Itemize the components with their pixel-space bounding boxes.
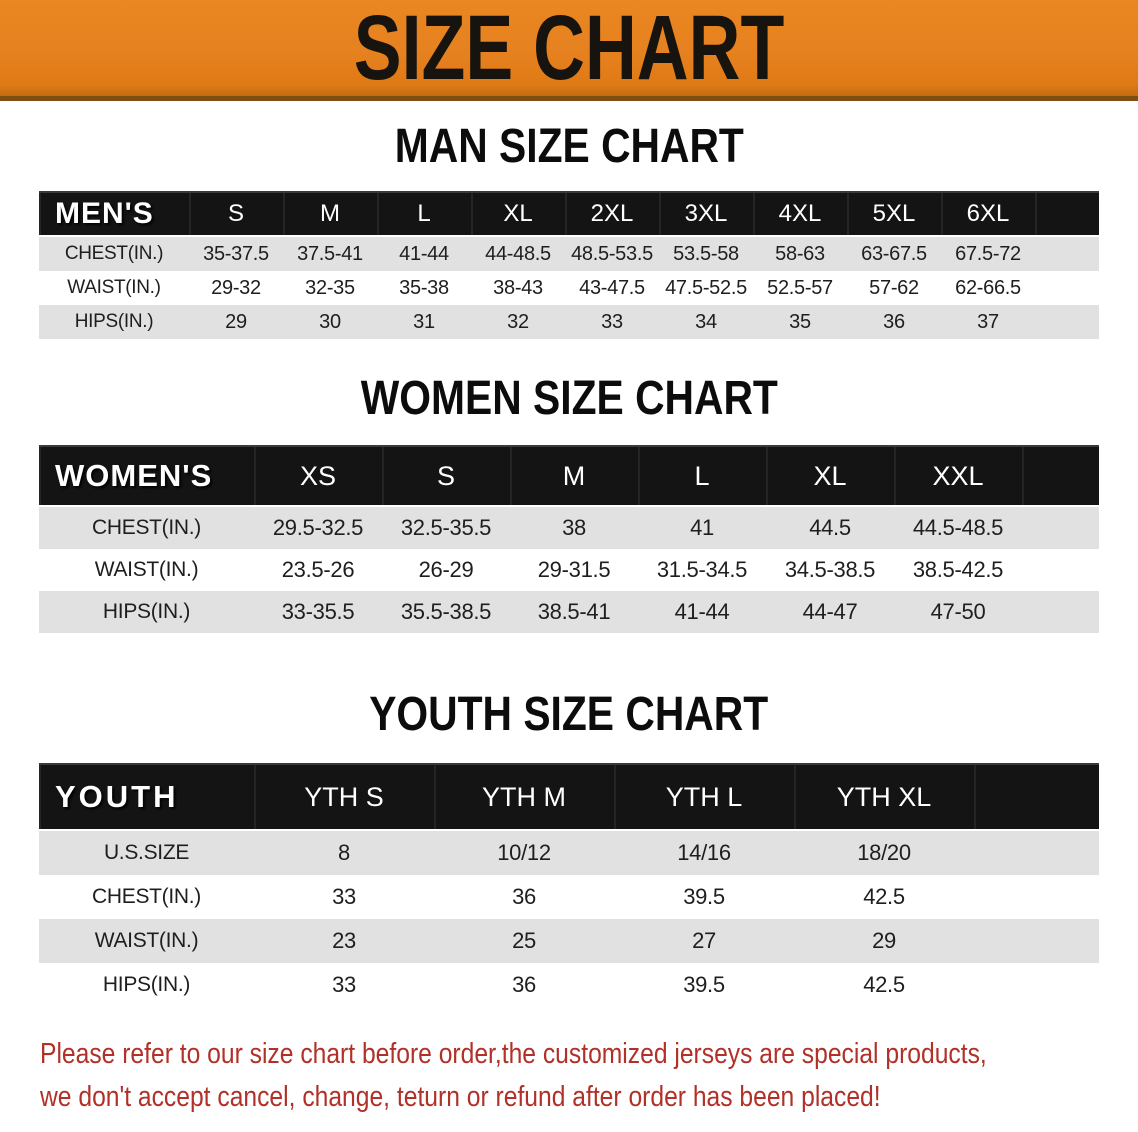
header-filler bbox=[974, 763, 1099, 831]
row-filler bbox=[974, 875, 1099, 919]
measurement-row bbox=[39, 271, 1099, 305]
size-value-cell: 67.5-72 bbox=[941, 237, 1035, 271]
size-value-cell: 32.5-35.5 bbox=[382, 507, 510, 549]
size-value-cell: 38-43 bbox=[471, 271, 565, 305]
size-value-cell: 29 bbox=[794, 919, 974, 963]
row-filler bbox=[974, 831, 1099, 875]
measurement-row-label: CHEST(IN.) bbox=[39, 237, 189, 271]
measurement-row-label: WAIST(IN.) bbox=[39, 271, 189, 305]
size-value-cell: 31 bbox=[377, 305, 471, 339]
size-column-header: 3XL bbox=[659, 191, 753, 237]
size-value-cell: 30 bbox=[283, 305, 377, 339]
size-value-cell: 33 bbox=[254, 963, 434, 1007]
women-size-section bbox=[0, 372, 1138, 633]
size-value-cell: 41-44 bbox=[638, 591, 766, 633]
size-value-cell: 33-35.5 bbox=[254, 591, 382, 633]
size-value-cell: 42.5 bbox=[794, 875, 974, 919]
size-value-cell: 32 bbox=[471, 305, 565, 339]
table-corner-label: MEN'S bbox=[39, 191, 189, 237]
size-value-cell: 36 bbox=[847, 305, 941, 339]
size-value-cell: 52.5-57 bbox=[753, 271, 847, 305]
row-filler bbox=[1022, 591, 1099, 633]
size-value-cell: 38 bbox=[510, 507, 638, 549]
size-value-cell: 29 bbox=[189, 305, 283, 339]
size-value-cell: 38.5-41 bbox=[510, 591, 638, 633]
size-column-header: 2XL bbox=[565, 191, 659, 237]
men-section-heading: MAN SIZE CHART bbox=[394, 120, 744, 173]
size-value-cell: 37 bbox=[941, 305, 1035, 339]
page-title: SIZE CHART bbox=[353, 0, 785, 99]
size-header-row bbox=[39, 191, 1099, 237]
size-column-header: S bbox=[189, 191, 283, 237]
measurement-row bbox=[39, 831, 1099, 875]
size-value-cell: 57-62 bbox=[847, 271, 941, 305]
youth-size-section bbox=[0, 688, 1138, 1007]
size-value-cell: 47.5-52.5 bbox=[659, 271, 753, 305]
size-value-cell: 31.5-34.5 bbox=[638, 549, 766, 591]
size-value-cell: 36 bbox=[434, 875, 614, 919]
measurement-row bbox=[39, 507, 1099, 549]
size-column-header: 5XL bbox=[847, 191, 941, 237]
size-value-cell: 29-31.5 bbox=[510, 549, 638, 591]
size-value-cell: 39.5 bbox=[614, 875, 794, 919]
size-value-cell: 38.5-42.5 bbox=[894, 549, 1022, 591]
header-filler bbox=[1035, 191, 1099, 237]
men-size-section bbox=[0, 120, 1138, 339]
size-charts bbox=[0, 120, 1138, 1007]
size-value-cell: 25 bbox=[434, 919, 614, 963]
size-column-header: L bbox=[377, 191, 471, 237]
size-value-cell: 39.5 bbox=[614, 963, 794, 1007]
size-value-cell: 26-29 bbox=[382, 549, 510, 591]
size-value-cell: 35-37.5 bbox=[189, 237, 283, 271]
size-column-header: YTH M bbox=[434, 763, 614, 831]
size-value-cell: 23 bbox=[254, 919, 434, 963]
measurement-row bbox=[39, 549, 1099, 591]
size-value-cell: 63-67.5 bbox=[847, 237, 941, 271]
size-column-header: XL bbox=[766, 445, 894, 507]
size-value-cell: 27 bbox=[614, 919, 794, 963]
measurement-row bbox=[39, 237, 1099, 271]
measurement-row-label: WAIST(IN.) bbox=[39, 919, 254, 963]
disclaimer bbox=[40, 1033, 1138, 1119]
size-header-row bbox=[39, 445, 1099, 507]
size-column-header: YTH XL bbox=[794, 763, 974, 831]
size-value-cell: 29-32 bbox=[189, 271, 283, 305]
row-filler bbox=[974, 963, 1099, 1007]
size-value-cell: 34.5-38.5 bbox=[766, 549, 894, 591]
size-value-cell: 58-63 bbox=[753, 237, 847, 271]
size-value-cell: 37.5-41 bbox=[283, 237, 377, 271]
measurement-row-label: WAIST(IN.) bbox=[39, 549, 254, 591]
measurement-row-label: U.S.SIZE bbox=[39, 831, 254, 875]
row-filler bbox=[1035, 305, 1099, 339]
size-value-cell: 29.5-32.5 bbox=[254, 507, 382, 549]
size-value-cell: 47-50 bbox=[894, 591, 1022, 633]
measurement-row-label: HIPS(IN.) bbox=[39, 963, 254, 1007]
youth-section-heading: YOUTH SIZE CHART bbox=[369, 688, 769, 741]
size-column-header: 4XL bbox=[753, 191, 847, 237]
size-value-cell: 44-48.5 bbox=[471, 237, 565, 271]
size-column-header: XS bbox=[254, 445, 382, 507]
size-column-header: XXL bbox=[894, 445, 1022, 507]
size-column-header: XL bbox=[471, 191, 565, 237]
size-column-header: M bbox=[510, 445, 638, 507]
size-column-header: 6XL bbox=[941, 191, 1035, 237]
size-value-cell: 18/20 bbox=[794, 831, 974, 875]
measurement-row bbox=[39, 305, 1099, 339]
size-value-cell: 8 bbox=[254, 831, 434, 875]
size-value-cell: 44-47 bbox=[766, 591, 894, 633]
measurement-row-label: CHEST(IN.) bbox=[39, 875, 254, 919]
size-column-header: L bbox=[638, 445, 766, 507]
row-filler bbox=[1022, 549, 1099, 591]
size-value-cell: 32-35 bbox=[283, 271, 377, 305]
size-header-row bbox=[39, 763, 1099, 831]
size-column-header: S bbox=[382, 445, 510, 507]
size-value-cell: 41 bbox=[638, 507, 766, 549]
size-value-cell: 48.5-53.5 bbox=[565, 237, 659, 271]
size-column-header: M bbox=[283, 191, 377, 237]
measurement-row-label: CHEST(IN.) bbox=[39, 507, 254, 549]
disclaimer-line-1: Please refer to our size chart before order,the customized jerseys are special products, bbox=[40, 1038, 987, 1070]
row-filler bbox=[1022, 507, 1099, 549]
row-filler bbox=[1035, 237, 1099, 271]
size-value-cell: 34 bbox=[659, 305, 753, 339]
size-column-header: YTH S bbox=[254, 763, 434, 831]
size-value-cell: 62-66.5 bbox=[941, 271, 1035, 305]
disclaimer-line-2: we don't accept cancel, change, teturn or refund after order has been placed! bbox=[40, 1081, 881, 1113]
size-value-cell: 44.5 bbox=[766, 507, 894, 549]
size-value-cell: 23.5-26 bbox=[254, 549, 382, 591]
size-value-cell: 35.5-38.5 bbox=[382, 591, 510, 633]
row-filler bbox=[1035, 271, 1099, 305]
size-value-cell: 44.5-48.5 bbox=[894, 507, 1022, 549]
measurement-row bbox=[39, 963, 1099, 1007]
youth-size-table bbox=[39, 763, 1099, 1007]
measurement-row-label: HIPS(IN.) bbox=[39, 591, 254, 633]
table-corner-label: WOMEN'S bbox=[39, 445, 254, 507]
men-size-table bbox=[39, 191, 1099, 339]
size-value-cell: 10/12 bbox=[434, 831, 614, 875]
banner bbox=[0, 0, 1138, 101]
size-value-cell: 41-44 bbox=[377, 237, 471, 271]
measurement-row bbox=[39, 591, 1099, 633]
measurement-row bbox=[39, 875, 1099, 919]
size-value-cell: 33 bbox=[565, 305, 659, 339]
measurement-row bbox=[39, 919, 1099, 963]
women-size-table bbox=[39, 445, 1099, 633]
size-value-cell: 35 bbox=[753, 305, 847, 339]
size-value-cell: 42.5 bbox=[794, 963, 974, 1007]
row-filler bbox=[974, 919, 1099, 963]
size-column-header: YTH L bbox=[614, 763, 794, 831]
header-filler bbox=[1022, 445, 1099, 507]
women-section-heading: WOMEN SIZE CHART bbox=[360, 372, 778, 425]
size-value-cell: 33 bbox=[254, 875, 434, 919]
measurement-row-label: HIPS(IN.) bbox=[39, 305, 189, 339]
table-corner-label: YOUTH bbox=[39, 763, 254, 831]
size-value-cell: 43-47.5 bbox=[565, 271, 659, 305]
size-value-cell: 36 bbox=[434, 963, 614, 1007]
size-value-cell: 35-38 bbox=[377, 271, 471, 305]
size-value-cell: 14/16 bbox=[614, 831, 794, 875]
size-value-cell: 53.5-58 bbox=[659, 237, 753, 271]
